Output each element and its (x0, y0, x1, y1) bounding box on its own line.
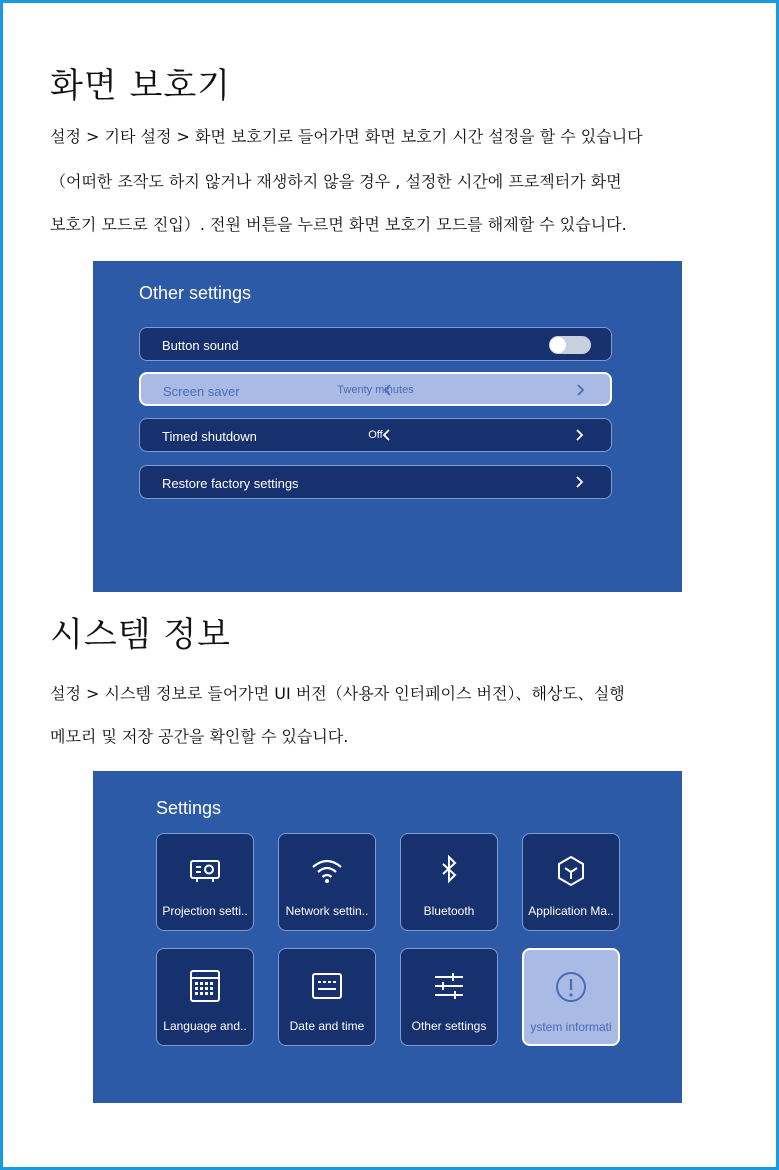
settings-title: Settings (156, 798, 222, 818)
paragraph-line: 설정 > 기타 설정 > 화면 보호기로 들어가면 화면 보호기 시간 설정을 할 수 있습니다 (50, 127, 643, 146)
tile-language-and-input[interactable] (156, 948, 254, 1046)
tile-label: Application Ma.. (528, 904, 614, 918)
button-sound-row[interactable] (139, 327, 612, 361)
row-label: Timed shutdown (162, 429, 257, 444)
wifi-icon (279, 854, 375, 888)
tile-label: Projection setti.. (162, 904, 248, 918)
restore-factory-settings-row[interactable] (139, 465, 612, 499)
other-settings-title: Other settings (139, 283, 252, 303)
toggle-knob (550, 337, 566, 353)
screen-saver-row[interactable] (139, 372, 612, 406)
sliders-icon (401, 969, 497, 1003)
tile-label: Language and.. (163, 1019, 247, 1033)
row-label: Button sound (162, 338, 239, 353)
tile-system-information[interactable] (522, 948, 620, 1046)
info-icon (524, 970, 618, 1004)
calendar-icon (279, 969, 375, 1003)
tile-date-and-time[interactable] (278, 948, 376, 1046)
tile-projection-settings[interactable] (156, 833, 254, 931)
chevron-right-icon[interactable] (572, 427, 586, 443)
tile-label: Other settings (411, 1019, 487, 1033)
screen-saver-heading: 화면 보호기 (50, 66, 232, 106)
button-sound-toggle[interactable] (549, 336, 591, 354)
cube-icon (523, 854, 619, 888)
bluetooth-icon (401, 854, 497, 888)
paragraph-line: （어떠한 조작도 하지 않거나 재생하지 않을 경우 , 설정한 시간에 프로젝터가 화면 (50, 172, 622, 191)
other-settings-screenshot (93, 261, 682, 592)
tile-label: ystem informati (530, 1020, 612, 1034)
row-label: Screen saver (163, 384, 240, 399)
settings-screenshot (93, 771, 682, 1103)
paragraph-line: 보호기 모드로 진입）. 전원 버튼을 누르면 화면 보호기 모드를 해제할 수 있습니다. (50, 215, 627, 234)
chevron-right-icon[interactable] (573, 382, 587, 398)
screen-saver-value: Twenty minutes (337, 384, 414, 396)
chevron-right-icon[interactable] (572, 474, 586, 490)
tile-other-settings[interactable] (400, 948, 498, 1046)
paragraph-line: 메모리 및 저장 공간을 확인할 수 있습니다. (50, 727, 349, 746)
paragraph-line: 설정 > 시스템 정보로 들어가면 UI 버전（사용자 인터페이스 버전）、해상도、실행 (50, 684, 625, 703)
tile-label: Network settin.. (285, 904, 369, 918)
tile-label: Bluetooth (423, 904, 475, 918)
tile-label: Date and time (289, 1019, 365, 1033)
tile-application-management[interactable] (522, 833, 620, 931)
keyboard-icon (157, 969, 253, 1003)
tile-bluetooth[interactable] (400, 833, 498, 931)
tile-network-settings[interactable] (278, 833, 376, 931)
projector-icon (157, 854, 253, 888)
system-info-heading: 시스템 정보 (50, 615, 232, 655)
timed-shutdown-value: Off (368, 429, 383, 441)
timed-shutdown-row[interactable] (139, 418, 612, 452)
row-label: Restore factory settings (162, 476, 299, 491)
